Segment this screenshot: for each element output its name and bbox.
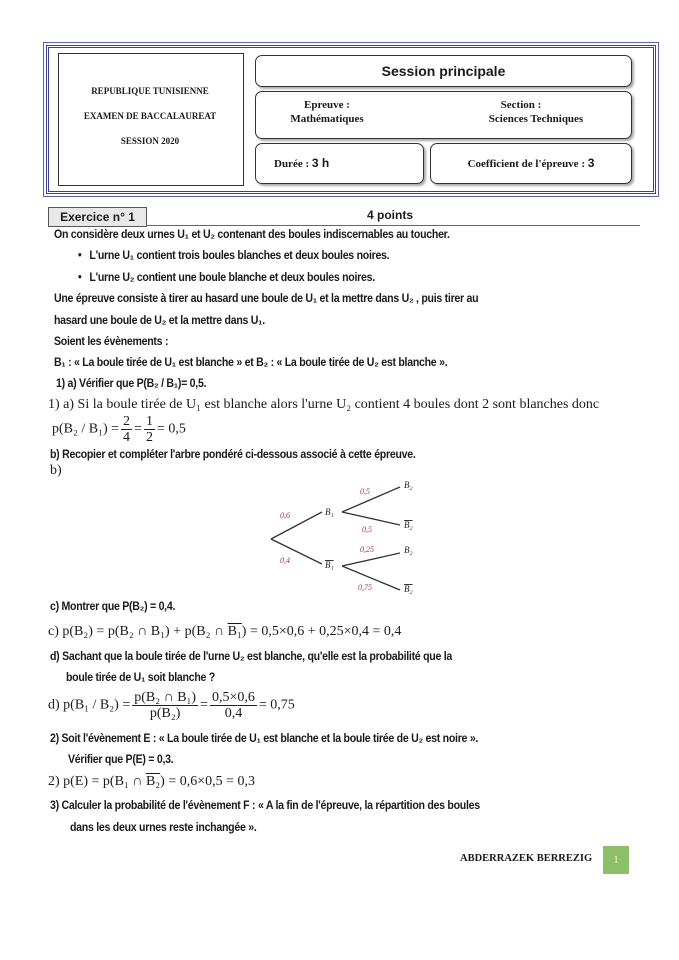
frac-den: 4 — [123, 430, 131, 445]
page-number: 1 — [603, 846, 629, 874]
answer-1d: d) p(B₁ / B₂) = $\frac{\text{p(B₂ ∩ B₁)}}{\text{p(B₂)}}$ = $\frac{0,5\times 0,6}{0,4}$ = 0,75 — [48, 690, 295, 721]
bullet-1: • L'urne U₁ contient trois boules blanches et deux boules noires. — [78, 250, 390, 262]
answer-1c — [48, 624, 401, 640]
frac-den: 2 — [145, 430, 153, 445]
duree-value: 3 h — [311, 156, 330, 170]
formula-lhs: d) p(B₁ / B₂) = — [48, 697, 131, 713]
answer-2 — [48, 774, 255, 790]
experiment-line-1: Une épreuve consiste à tirer au hasard une boule de U₁ et la mettre dans U₂ , puis tirer au — [54, 293, 479, 305]
bullet-2: • L'urne U₂ contient une boule blanche et deux boules noires. — [78, 272, 375, 284]
section-value: Sciences Techniques — [488, 113, 584, 125]
epreuve-label: Epreuve : — [304, 99, 350, 111]
tree-branch — [271, 512, 322, 539]
bullet-1-text: L'urne U₁ contient trois boules blanches et deux boules noires. — [89, 250, 390, 262]
question-2a: 2) Soit l'évènement E : « La boule tirée de U₁ est blanche et la boule tirée de U₂ est noire ». — [50, 733, 479, 745]
coef-value: 3 — [587, 156, 595, 170]
frac-num: 2 — [123, 414, 131, 429]
question-1c: c) Montrer que P(B₂) = 0,4. — [50, 601, 176, 613]
probability-tree — [250, 470, 450, 600]
session-title: Session principale — [381, 63, 506, 79]
answer-1a: 1) a) Si la boule tirée de U₁ est blanche alors l'urne U₂ contient 4 boules dont 2 sont blanches donc — [48, 397, 600, 412]
formula-overline: B₁ — [227, 624, 242, 639]
question-3-line-1: 3) Calculer la probabilité de l'évènement F : « A la fin de l'épreuve, la répartition des boules — [50, 800, 480, 812]
node-b2-bar: B₂ — [404, 584, 413, 594]
formula-overline: B₂ — [145, 774, 161, 789]
answer-1a-formula: p(B₂ / B₁) = $\frac{2}{4}$ = $\frac{1}{2}$ = 0,5 — [52, 414, 186, 445]
tree-branch — [342, 487, 400, 512]
question-2b: Vérifier que P(E) = 0,3. — [68, 754, 174, 766]
question-3-line-2: dans les deux urnes reste inchangée ». — [70, 822, 257, 834]
frac-den: 0,4 — [224, 706, 243, 721]
node-b2-bar: B₂ — [404, 520, 413, 530]
events-heading: Soient les évènements : — [54, 336, 169, 348]
session-box — [255, 55, 632, 87]
weight-label: 0,5 — [360, 487, 370, 496]
experiment-line-2: hasard une boule de U₂ et la mettre dans U₁. — [54, 315, 265, 327]
question-1b: b) Recopier et compléter l'arbre pondéré ci-dessous associé à cette épreuve. — [50, 449, 416, 461]
subject-box — [255, 91, 632, 139]
exercise-rule — [146, 225, 640, 226]
question-1d-line-1: d) Sachant que la boule tirée de l'urne U₂ est blanche, qu'elle est la probabilité que la — [50, 651, 453, 663]
frac-den: p(B₂) — [149, 706, 181, 721]
formula-rhs: = 0,75 — [258, 697, 295, 713]
frac-num: p(B₂ ∩ B₁) — [134, 690, 197, 705]
node-b1-bar: B₁ — [325, 560, 334, 570]
footer-author: ABDERRAZEK BERREZIG — [460, 853, 593, 864]
weight-label: 0,5 — [362, 525, 372, 534]
question-1d-line-2: boule tirée de U₁ soit blanche ? — [66, 672, 215, 684]
question-1a: 1) a) Vérifier que P(B₂ / B₁)= 0,5. — [56, 378, 207, 390]
coef-box — [430, 143, 632, 184]
header-country: REPUBLIQUE TUNISIENNE — [91, 86, 209, 96]
formula-rhs: = 0,5 — [156, 421, 186, 437]
weight-label: 0,6 — [280, 511, 290, 520]
section-label: Section : — [500, 99, 542, 111]
intro-line: On considère deux urnes U₁ et U₂ contenant des boules indiscernables au toucher. — [54, 229, 450, 241]
weight-label: 0,25 — [360, 545, 374, 554]
weight-label: 0,75 — [358, 583, 372, 592]
node-b1: B₁ — [325, 507, 334, 517]
events-def: B₁ : « La boule tirée de U₁ est blanche » et B₂ : « La boule tirée de U₂ est blanche ». — [54, 357, 448, 369]
header-session-year: SESSION 2020 — [120, 136, 180, 146]
exercise-points: 4 points — [366, 208, 413, 222]
tree-branch — [271, 539, 322, 564]
tree-branch — [342, 512, 400, 525]
header-exam: EXAMEN DE BACCALAUREAT — [83, 111, 217, 121]
weight-label: 0,4 — [280, 556, 290, 565]
node-b2: B₂ — [404, 545, 413, 555]
formula-lhs: p(B₂ / B₁) = — [52, 421, 120, 437]
node-b2: B₂ — [404, 480, 413, 490]
bullet-2-text: L'urne U₂ contient une boule blanche et deux boules noires. — [89, 272, 375, 284]
formula-part: c) p(B₂) = p(B₂ ∩ B₁) + p(B₂ ∩ — [48, 624, 228, 639]
epreuve-value: Mathématiques — [290, 113, 364, 125]
frac-num: 1 — [145, 414, 153, 429]
duree-box — [255, 143, 424, 184]
answer-1b-label: b) — [50, 463, 62, 478]
formula-part: ) = 0,6×0,5 = 0,3 — [160, 774, 256, 789]
exercise-title: Exercice n° 1 — [48, 207, 147, 227]
formula-part: 2) p(E) = p(B₁ ∩ — [48, 774, 146, 789]
tree-branch — [342, 553, 400, 566]
formula-part: ) = 0,5×0,6 + 0,25×0,4 = 0,4 — [241, 624, 402, 639]
frac-num: 0,5×0,6 — [212, 690, 255, 705]
duree-label: Durée : — [274, 158, 310, 170]
coef-label: Coefficient de l'épreuve : — [467, 158, 585, 170]
